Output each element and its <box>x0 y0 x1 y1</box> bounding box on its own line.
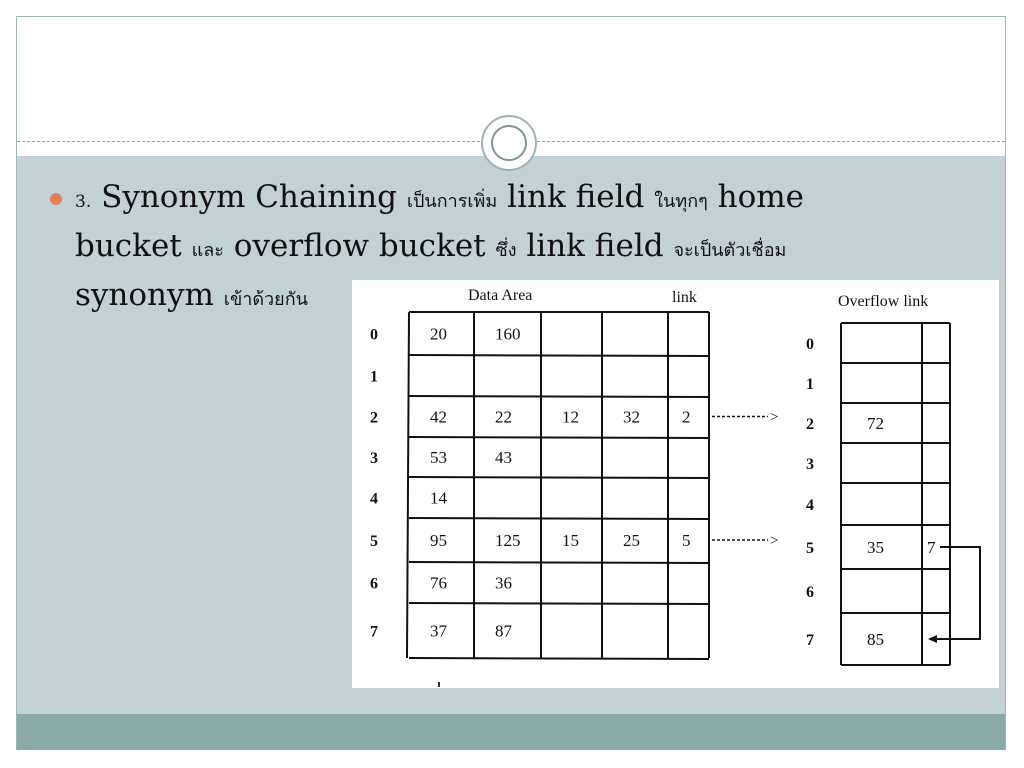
data-link-cell: 5 <box>682 531 691 550</box>
data-row-index: 0 <box>370 326 378 344</box>
data-row-index: 2 <box>370 409 378 427</box>
data-row-index: 4 <box>370 490 378 508</box>
text-segment: ในทุกๆ <box>654 191 708 212</box>
overflow-row-index: 3 <box>806 456 814 473</box>
data-cell: 36 <box>495 573 512 593</box>
data-cell: 95 <box>430 531 447 550</box>
data-cell: 20 <box>430 324 447 344</box>
arrow-head-icon: > <box>770 409 779 426</box>
data-cell: 76 <box>430 573 447 593</box>
text-segment: Synonym Chaining <box>101 179 397 215</box>
data-row-index: 6 <box>370 575 378 593</box>
bullet-dot-icon <box>50 193 62 205</box>
data-row-index: 1 <box>370 368 378 386</box>
bullet-number: 3. <box>75 192 92 212</box>
bullet-line-2 <box>75 224 975 273</box>
overflow-row-index: 4 <box>806 497 814 514</box>
data-table-row-line <box>409 477 709 478</box>
data-table-row-line <box>409 562 709 563</box>
text-segment: synonym <box>75 277 214 313</box>
footer-bar <box>17 714 1005 750</box>
overflow-row-index: 0 <box>806 336 814 353</box>
data-row-index: 3 <box>370 450 378 467</box>
data-link-cell: 2 <box>682 407 691 427</box>
data-cell: 160 <box>495 324 521 344</box>
data-area-label: Data Area <box>468 287 533 304</box>
data-cell: 15 <box>562 531 579 550</box>
data-table-row-line <box>409 355 709 356</box>
overflow-cell: 85 <box>867 630 884 649</box>
data-table-row-line <box>409 437 709 438</box>
data-table-row-line <box>409 658 709 659</box>
overflow-row-index: 7 <box>806 632 814 649</box>
circle-ornament-icon <box>481 115 537 171</box>
text-segment: จะเป็นตัวเชื่อม <box>673 240 787 261</box>
text-segment: overflow bucket <box>233 228 486 264</box>
text-segment: home <box>717 179 804 215</box>
data-cell: 53 <box>430 448 447 467</box>
overflow-row-index: 5 <box>806 540 814 557</box>
data-cell: 32 <box>623 407 640 427</box>
overflow-link-cell: 7 <box>927 538 936 557</box>
text-segment: เป็นการเพิ่ม <box>406 191 498 212</box>
data-row-index: 7 <box>370 623 378 641</box>
overflow-row-index: 1 <box>806 376 814 393</box>
data-cell: 25 <box>623 531 640 550</box>
data-cell: 37 <box>430 621 447 641</box>
data-cell: 22 <box>495 407 512 427</box>
data-row-index: 5 <box>370 533 378 550</box>
data-table-row-line <box>409 518 709 519</box>
data-cell: 14 <box>430 488 447 508</box>
data-table-row-line <box>409 603 709 604</box>
diagram-svg <box>352 280 999 688</box>
data-cell: 87 <box>495 621 512 641</box>
hashing-diagram <box>352 280 999 688</box>
overflow-cell: 35 <box>867 538 884 557</box>
overflow-row-index: 6 <box>806 584 814 601</box>
text-segment: bucket <box>75 228 182 264</box>
text-segment: เข้าด้วยกัน <box>223 289 308 310</box>
text-segment: ซึ่ง <box>495 240 517 261</box>
data-table-row-line <box>409 396 709 397</box>
overflow-row-index: 2 <box>806 416 814 433</box>
scan-speck <box>438 682 440 687</box>
text-segment: และ <box>191 240 224 261</box>
data-cell: 12 <box>562 407 579 427</box>
bullet-line-1 <box>75 175 975 224</box>
data-cell: 125 <box>495 531 521 550</box>
text-segment: link field <box>507 179 645 215</box>
text-segment: link field <box>526 228 664 264</box>
data-cell: 43 <box>495 448 512 467</box>
data-cell: 42 <box>430 407 447 427</box>
arrow-head-icon: > <box>770 533 779 549</box>
link-label: link <box>672 289 697 306</box>
overflow-cell: 72 <box>867 414 884 433</box>
overflow-link-label: Overflow link <box>838 293 929 310</box>
